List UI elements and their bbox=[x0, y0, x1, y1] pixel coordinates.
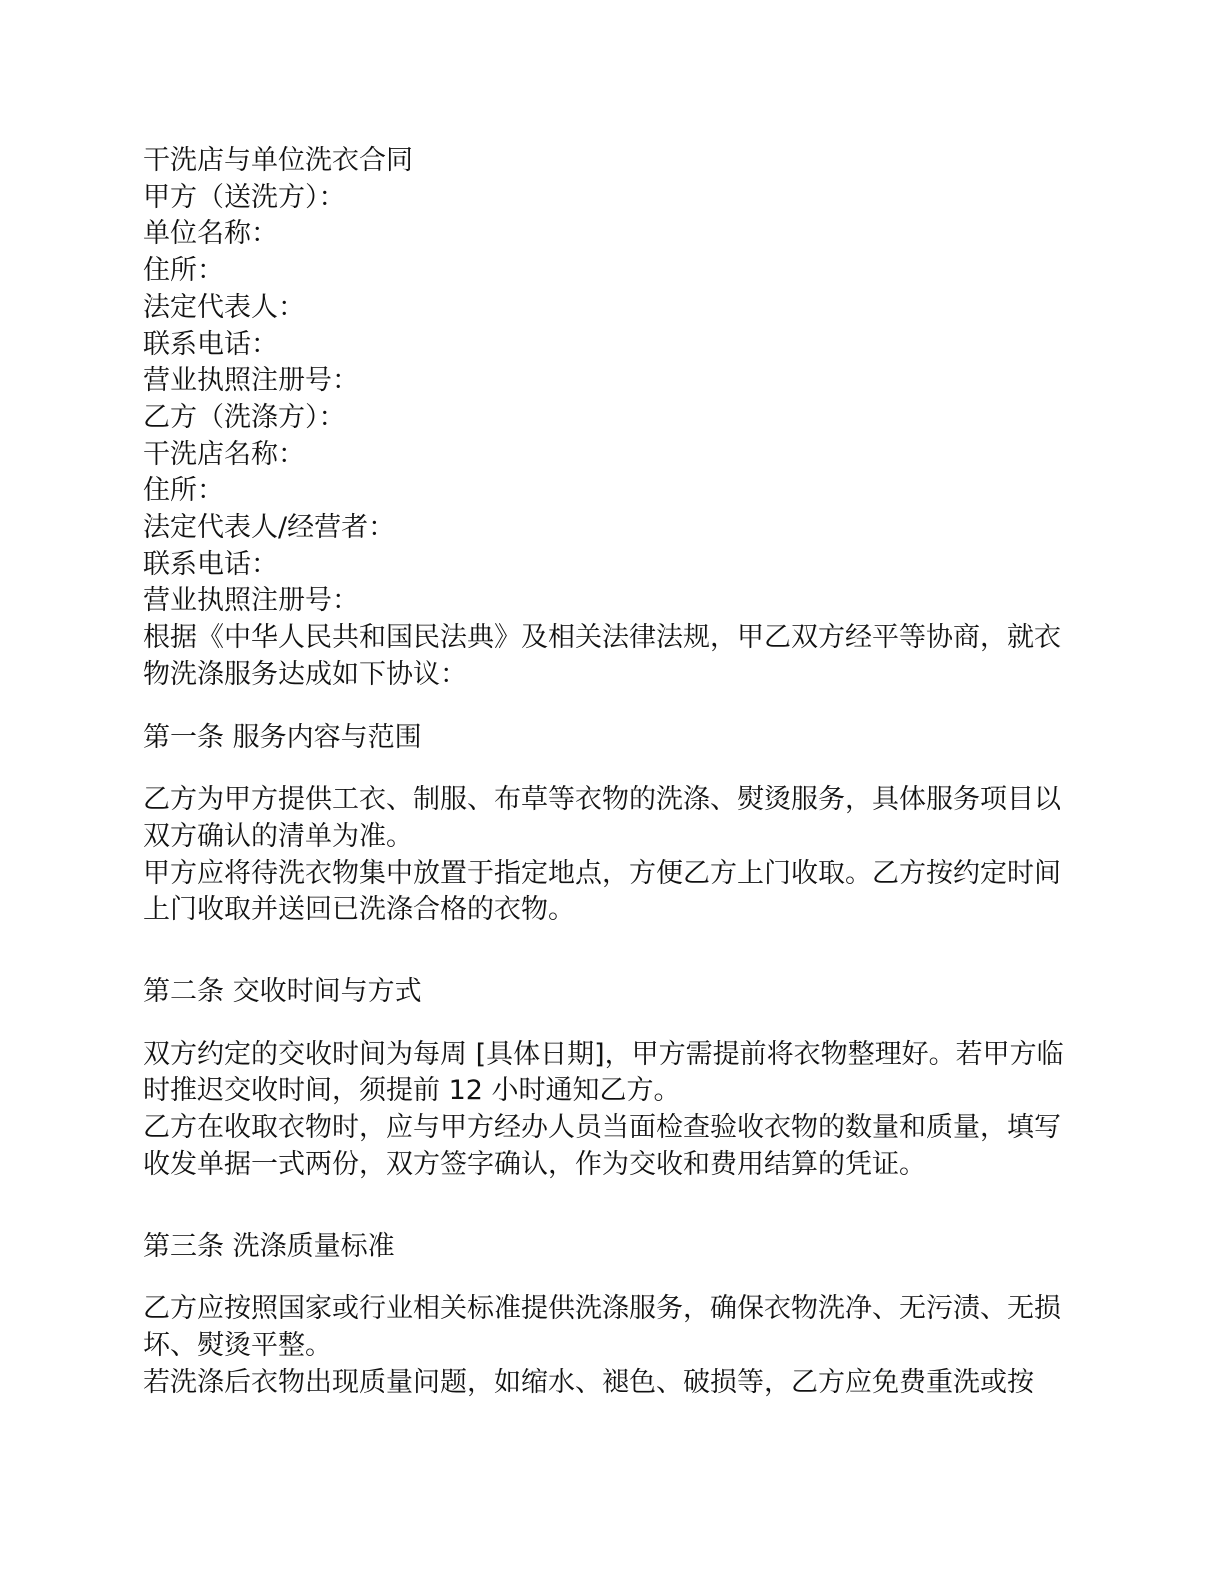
party-a-field: 联系电话： bbox=[143, 328, 278, 360]
party-a-field: 单位名称： bbox=[143, 218, 278, 250]
article-paragraph: 若洗涤后衣物出现质量问题，如缩水、褪色、破损等，乙方应免费重洗或按 bbox=[143, 1366, 1034, 1398]
party-b-field: 联系电话： bbox=[143, 548, 278, 580]
article-heading: 第一条 服务内容与范围 bbox=[143, 721, 422, 753]
contract-page bbox=[143, 143, 1073, 1401]
party-b-field: 干洗店名称： bbox=[143, 438, 305, 470]
article-paragraph: 乙方为甲方提供工衣、制服、布草等衣物的洗涤、熨烫服务，具体服务项目以双方确认的清单为准。 bbox=[143, 784, 1061, 852]
party-a-field: 法定代表人： bbox=[143, 291, 305, 323]
party-a-field: 营业执照注册号： bbox=[143, 365, 359, 397]
party-b-field: 营业执照注册号： bbox=[143, 585, 359, 617]
article-heading: 第三条 洗涤质量标准 bbox=[143, 1230, 395, 1262]
party-a-header: 甲方（送洗方）： bbox=[143, 181, 346, 213]
article-paragraph: 乙方在收取衣物时，应与甲方经办人员当面检查验收衣物的数量和质量，填写收发单据一式两份，双方签字确认，作为交收和费用结算的凭证。 bbox=[143, 1112, 1061, 1180]
article-heading: 第二条 交收时间与方式 bbox=[143, 976, 422, 1008]
document-title: 干洗店与单位洗衣合同 bbox=[143, 145, 413, 176]
party-a-field: 住所： bbox=[143, 255, 224, 287]
article-paragraph: 双方约定的交收时间为每周 [具体日期]，甲方需提前将衣物整理好。若甲方临时推迟交收时间，须提前 12 小时通知乙方。 bbox=[143, 1038, 1064, 1107]
preamble: 根据《中华人民共和国民法典》及相关法律法规，甲乙双方经平等协商，就衣物洗涤服务达成如下协议： bbox=[143, 622, 1061, 690]
article-paragraph: 乙方应按照国家或行业相关标准提供洗涤服务，确保衣物洗净、无污渍、无损坏、熨烫平整。 bbox=[143, 1293, 1061, 1361]
party-b-field: 住所： bbox=[143, 475, 224, 507]
article-paragraph: 甲方应将待洗衣物集中放置于指定地点，方便乙方上门收取。乙方按约定时间上门收取并送回已洗涤合格的衣物。 bbox=[143, 857, 1061, 926]
party-b-field: 法定代表人/经营者： bbox=[143, 512, 396, 544]
party-b-header: 乙方（洗涤方）： bbox=[143, 401, 346, 433]
